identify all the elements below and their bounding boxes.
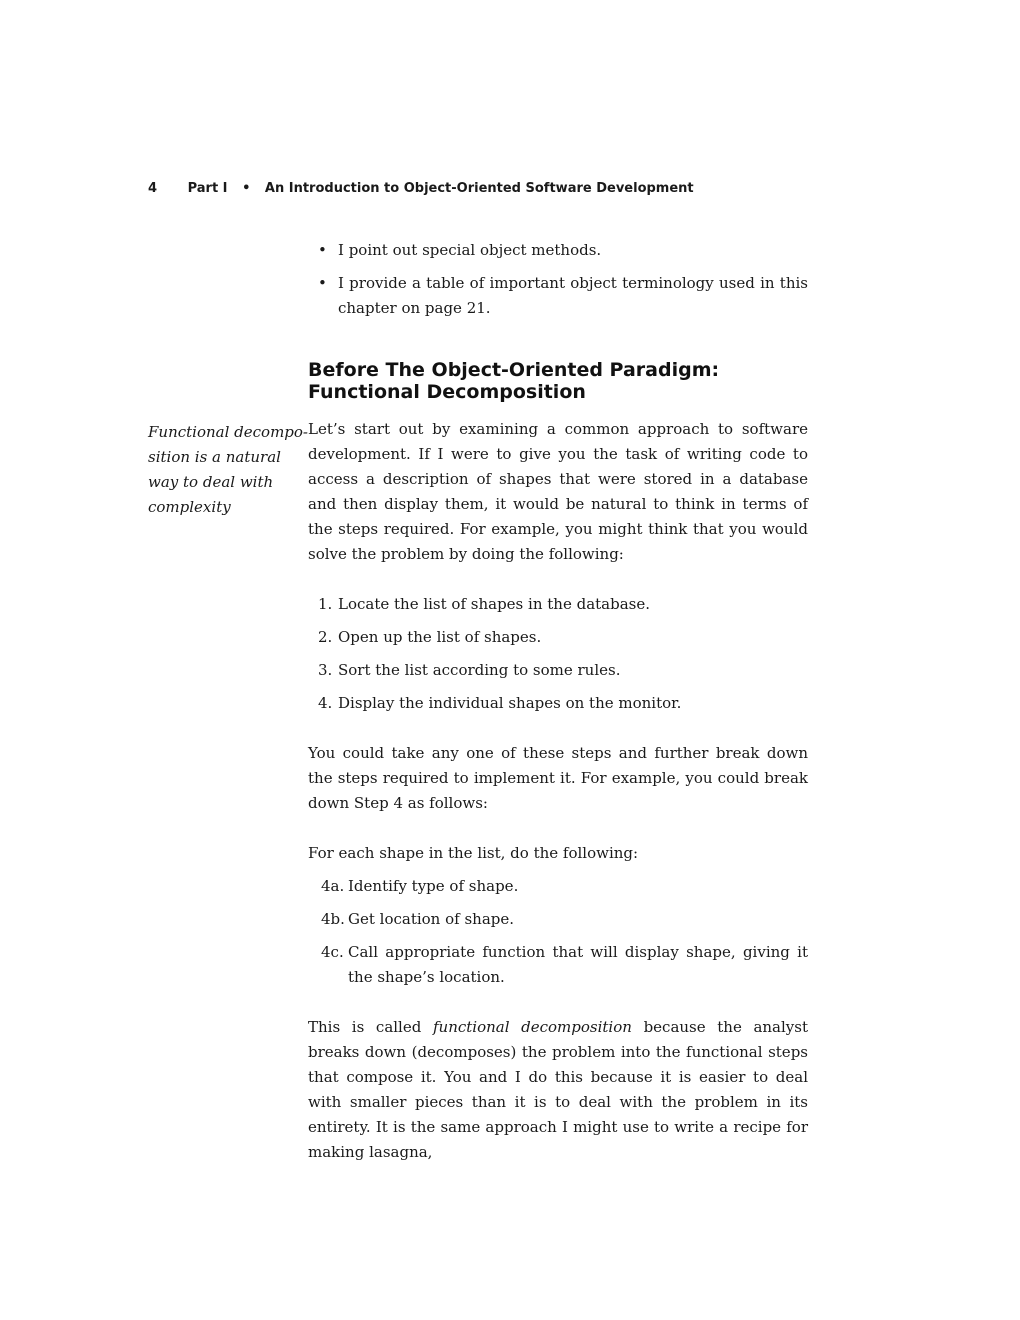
step-number: 1. xyxy=(318,595,333,613)
main-text-column xyxy=(308,238,808,1165)
running-header xyxy=(148,181,694,196)
step-number: 4a. xyxy=(321,877,345,895)
list-item: 4a. Identify type of shape. xyxy=(308,874,808,899)
list-item: • I provide a table of important object terminology used in this chapter on page 21. xyxy=(308,271,808,321)
sub-steps xyxy=(308,874,808,990)
list-item: 2. Open up the list of shapes. xyxy=(308,625,808,650)
header-separator: • xyxy=(242,181,251,196)
defined-term: functional decomposition xyxy=(432,1018,632,1036)
margin-note-line: complexity xyxy=(148,498,231,516)
numbered-steps xyxy=(308,592,808,716)
page-number: 4 xyxy=(148,181,158,196)
margin-note-line: way to deal with xyxy=(148,473,274,491)
step-number: 4c. xyxy=(321,943,344,961)
list-item: 4c. Call appropriate function that will display shape, giving it the shape’s location. xyxy=(308,940,808,990)
part-label: Part I xyxy=(187,181,228,196)
margin-note-line: Functional decompo- xyxy=(148,423,308,441)
paragraph: This is called functional decomposition because the analyst breaks down (decomposes) the problem into the functional steps that compose it. You and I do this because it is easier to deal with smaller pieces than it is to deal with the problem in its entirety. It is the same approach I might use to write a recipe for making lasagna, xyxy=(308,1018,809,1161)
paragraph: Let’s start out by examining a common approach to software development. If I were to give you the task of writing code to access a description of shapes that were stored in a database and then display them, it would be natural to think in terms of the steps required. For example, you might think that you would solve the problem by doing the following: xyxy=(308,420,808,563)
bullet-list xyxy=(308,238,808,321)
margin-note xyxy=(148,420,308,520)
list-item: 4. Display the individual shapes on the monitor. xyxy=(308,691,808,716)
bullet-glyph: • xyxy=(318,241,327,259)
section-heading: Before The Object-Oriented Paradigm: Functional Decomposition xyxy=(308,359,720,403)
step-number: 2. xyxy=(318,628,333,646)
list-item: 4b. Get location of shape. xyxy=(308,907,808,932)
lead-in-sentence: For each shape in the list, do the following: xyxy=(308,844,639,862)
list-item: 3. Sort the list according to some rules. xyxy=(308,658,808,683)
step-number: 4. xyxy=(318,694,333,712)
list-item: • I point out special object methods. xyxy=(308,238,808,263)
book-title: An Introduction to Object-Oriented Software Development xyxy=(264,181,694,196)
margin-note-line: sition is a natural xyxy=(148,448,281,466)
bullet-glyph: • xyxy=(318,274,327,292)
paragraph: You could take any one of these steps and further break down the steps required to implement it. For example, you could break down Step 4 as follows: xyxy=(308,744,808,812)
step-number: 4b. xyxy=(321,910,345,928)
step-number: 3. xyxy=(318,661,333,679)
list-item: 1. Locate the list of shapes in the database. xyxy=(308,592,808,617)
